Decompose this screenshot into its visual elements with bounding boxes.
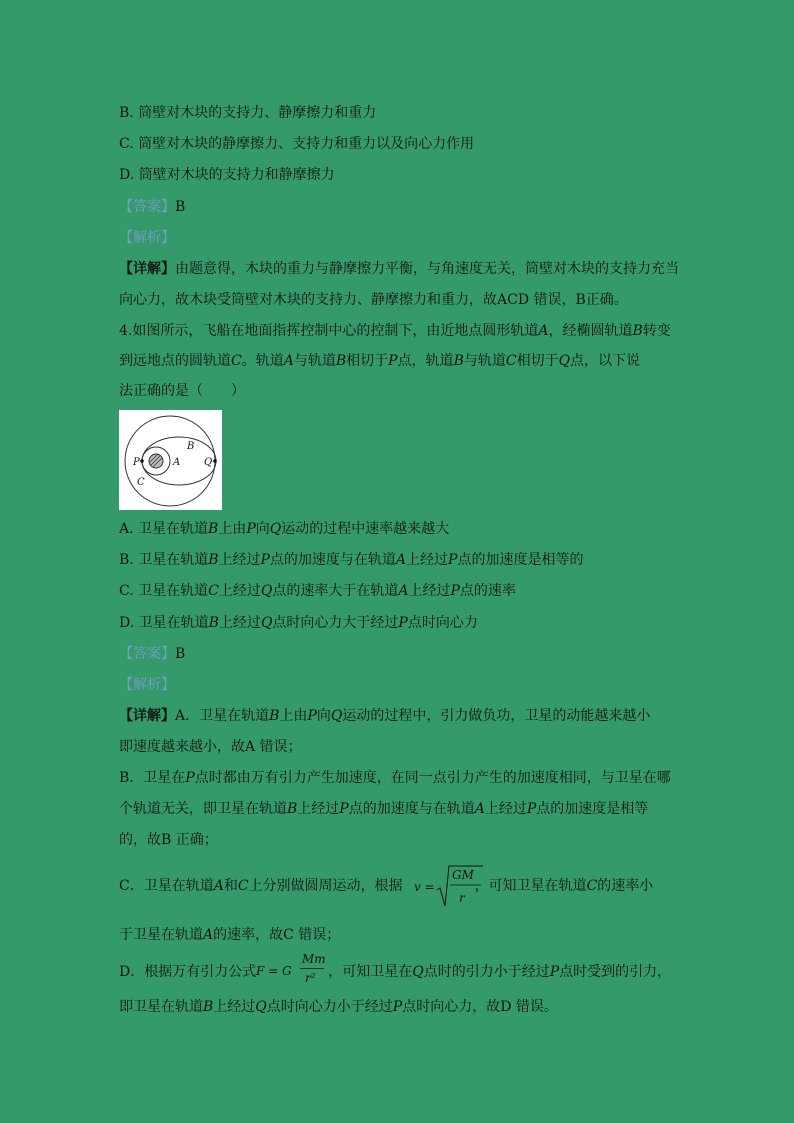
var-b: B: [335, 353, 347, 369]
q3-option-d: D. 筒壁对木块的支持力和静摩擦力: [119, 167, 335, 183]
analysis-text: 上经过: [213, 999, 256, 1015]
analysis-text: ，可知卫星在: [328, 964, 413, 980]
option-text: 点的加速度与在轨道: [269, 552, 396, 568]
stem-text: 点，以下说: [570, 353, 641, 369]
var-p: P: [450, 583, 460, 599]
detail-text: 由题意得，木块的重力与静摩擦力平衡，与角速度无关，筒壁对木块的支持力充当: [175, 261, 679, 277]
option-text: 点的加速度是相等的: [457, 552, 584, 568]
option-text: 上经过: [218, 583, 261, 599]
answer-value: B: [175, 646, 186, 662]
option-text: A. 卫星在轨道: [119, 521, 209, 537]
var-p: P: [392, 999, 403, 1015]
answer-tag: 【答案】: [119, 199, 175, 215]
analysis-text: 点时受到的引力，: [559, 964, 672, 980]
var-p: P: [526, 801, 537, 817]
q3-answer: [119, 198, 185, 216]
analysis-tag: 【解析】: [119, 677, 175, 693]
q4-stem-line-2: [119, 352, 640, 370]
formula-gm: GM: [452, 868, 474, 882]
var-p: P: [339, 801, 349, 817]
stem-text: 。轨道: [241, 353, 284, 369]
var-a: A: [213, 878, 224, 894]
q4-stem-line-3: 法正确的是（ ）: [119, 383, 245, 399]
q3-detail-line-2: 向心力，故木块受筒壁对木块的支持力、静摩擦力和重力，故ACD 错误，B正确。: [119, 292, 628, 308]
var-a: A: [283, 353, 294, 369]
option-text: 点的速率: [459, 583, 516, 599]
var-c: C: [231, 353, 242, 369]
option-text: 上经过: [406, 552, 449, 568]
orbit-diagram-svg: [119, 410, 222, 510]
q3-option-c: C. 筒壁对木块的静摩擦力、支持力和重力以及向心力作用: [119, 136, 475, 152]
var-a: A: [538, 323, 549, 339]
option-text: B. 卫星在轨道: [119, 552, 209, 568]
analysis-text: 运动的过程中，引力做负功，卫星的动能越来越小: [342, 708, 651, 724]
var-p: P: [398, 615, 408, 631]
formula-r: r: [459, 891, 465, 905]
analysis-text: 的速率小: [597, 878, 654, 894]
option-text: 上经过: [408, 583, 451, 599]
analysis-text: 即卫星在轨道: [119, 999, 203, 1015]
var-q: Q: [260, 583, 273, 599]
detail-tag: 【详解】: [119, 261, 175, 277]
stem-text: 与轨道: [293, 353, 336, 369]
var-c: C: [208, 583, 219, 599]
var-a: A: [203, 927, 214, 943]
var-p: P: [185, 770, 195, 786]
var-p: P: [260, 552, 270, 568]
stem-text: 相切于: [346, 353, 389, 369]
var-q: Q: [330, 708, 343, 724]
analysis-text: 点的加速度与在轨道: [348, 801, 475, 817]
q4-analysis-d-line-1: [119, 963, 671, 981]
q4-analysis-b-line-3: 的，故B 正确；: [119, 832, 218, 848]
label-b: B: [187, 441, 195, 452]
option-text: 向: [255, 521, 270, 537]
analysis-text: 于卫星在轨道: [119, 927, 203, 943]
var-p: P: [448, 552, 458, 568]
q4-answer: [119, 645, 185, 663]
analysis-text: 点时向心力，故D 错误。: [402, 999, 558, 1015]
q4-analysis-c-line-1: [119, 877, 653, 895]
analysis-text: 个轨道无关，即卫星在轨道: [119, 801, 287, 817]
var-a: A: [474, 801, 485, 817]
analysis-text: 点时都由万有引力产生加速度，在同一点引力产生的加速度相同，与卫星在哪: [194, 770, 671, 786]
q4-analysis-b-line-1: [119, 769, 671, 787]
stem-text: 4.如图所示，飞船在地面指挥控制中心的控制下，由近地点圆形轨道: [119, 323, 539, 339]
label-c: C: [137, 477, 145, 488]
analysis-text: 的速率，故C 错误；: [213, 927, 341, 943]
option-text: 点时向心力大于经过: [272, 615, 399, 631]
answer-value: B: [175, 199, 186, 215]
analysis-text: 上由: [279, 708, 308, 724]
option-text: D. 卫星在轨道: [119, 615, 209, 631]
point-p-dot: [140, 459, 144, 463]
var-b: B: [208, 615, 219, 631]
analysis-text: 点时的引力小于经过: [423, 964, 550, 980]
var-q: Q: [269, 521, 282, 537]
var-b: B: [453, 353, 464, 369]
option-text: 点的速率大于在轨道: [272, 583, 399, 599]
var-p: P: [307, 708, 317, 724]
analysis-text: 向: [316, 708, 331, 724]
analysis-text: 点的加速度是相等: [536, 801, 649, 817]
analysis-text: 上经过: [484, 801, 527, 817]
analysis-text: C．卫星在轨道: [119, 878, 214, 894]
q4-option-a: [119, 520, 449, 538]
label-a: A: [173, 457, 181, 468]
q3-option-b: B. 筒壁对木块的支持力、静摩擦力和重力: [119, 105, 377, 121]
formula-r2: r²: [305, 971, 316, 985]
analysis-tag: 【解析】: [119, 230, 175, 246]
point-q-dot: [213, 459, 217, 463]
var-a: A: [398, 583, 409, 599]
option-text: 运动的过程中速率越来越大: [281, 521, 450, 537]
var-c: C: [505, 353, 517, 369]
var-a: A: [395, 552, 407, 568]
var-b: B: [287, 801, 298, 817]
stem-text: 点，轨道: [397, 353, 454, 369]
var-p: P: [549, 964, 560, 980]
formula-mm: Mm: [302, 952, 326, 966]
analysis-text: ，可知卫星在轨道: [474, 878, 587, 894]
var-c: C: [237, 878, 249, 894]
option-text: C. 卫星在轨道: [119, 583, 209, 599]
analysis-text: 和: [223, 878, 238, 894]
var-c: C: [586, 878, 598, 894]
option-text: 点时向心力: [407, 615, 478, 631]
stem-text: 到远地点的圆轨道: [119, 353, 231, 369]
analysis-text: 点时向心力小于经过: [266, 999, 393, 1015]
analysis-text: 上经过: [297, 801, 340, 817]
q4-analysis-b-line-2: [119, 800, 648, 818]
var-b: B: [208, 521, 219, 537]
orbit-diagram: [119, 410, 222, 510]
label-p: P: [133, 457, 140, 468]
q4-analysis-a-line-2: 即速度越来越小，故A 错误；: [119, 739, 302, 755]
formula-v: v =: [414, 880, 435, 894]
var-p: P: [246, 521, 256, 537]
stem-text: 与轨道: [463, 353, 506, 369]
var-q: Q: [255, 999, 267, 1015]
var-b: B: [208, 552, 219, 568]
analysis-text: 上分别做圆周运动，根据: [248, 878, 403, 894]
q4-analysis-d-line-2: [119, 998, 558, 1016]
analysis-text: A．卫星在轨道: [175, 708, 270, 724]
var-b: B: [632, 323, 643, 339]
detail-tag: 【详解】: [119, 708, 175, 724]
analysis-text: D．根据万有引力公式: [119, 964, 257, 980]
stem-text: 转变: [642, 323, 671, 339]
var-p: P: [388, 353, 398, 369]
q3-detail-line-1: [119, 260, 679, 278]
fraction-bar: [300, 967, 326, 970]
label-q: Q: [204, 457, 213, 468]
q4-option-d: [119, 614, 478, 632]
q4-option-c: [119, 582, 516, 600]
q4-analysis-tag: [119, 676, 175, 694]
q4-option-b: [119, 551, 583, 569]
formula-f: F = G: [256, 964, 292, 978]
option-text: 上由: [218, 521, 247, 537]
q3-analysis-tag: [119, 229, 175, 247]
var-b: B: [269, 708, 280, 724]
q4-analysis-c-line-2: [119, 926, 340, 944]
var-q: Q: [558, 353, 571, 369]
q4-analysis-a-line-1: [119, 707, 650, 725]
option-text: 上经过: [218, 615, 261, 631]
var-q: Q: [260, 615, 273, 631]
var-q: Q: [412, 964, 424, 980]
answer-tag: 【答案】: [119, 646, 175, 662]
var-b: B: [203, 999, 214, 1015]
analysis-text: B．卫星在: [119, 770, 186, 786]
stem-text: ，经椭圆轨道: [548, 323, 633, 339]
stem-text: 相切于: [516, 353, 559, 369]
q4-stem-line-1: [119, 322, 671, 340]
option-text: 上经过: [218, 552, 261, 568]
